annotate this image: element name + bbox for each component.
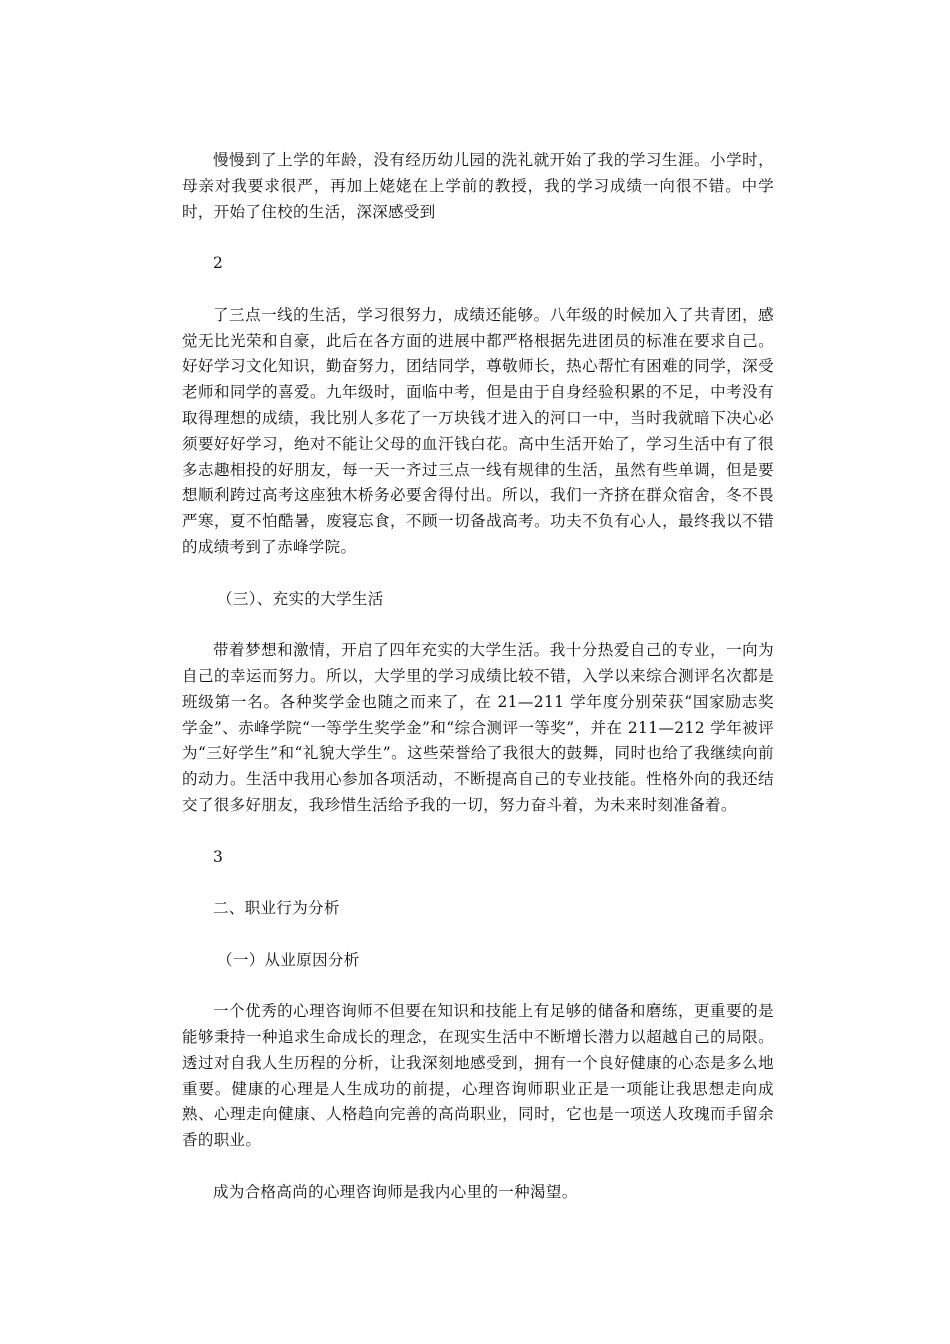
paragraph-career-reason: 一个优秀的心理咨询师不但要在知识和技能上有足够的储备和磨练，更重要的是能够秉持一种追求生命成长的理念，在现实生活中不断增长潜力以超越自己的局限。透过对自我人生历程的分析，让我深刻地感受到，拥有一个良好健康的心态是多么地重要。健康的心理是人生成功的前提，心理咨询师职业正是一项能让我思想走向成熟、心理走向健康、人格趋向完善的高尚职业，同时，它也是一项送人玫瑰而手留余香的职业。: [182, 1002, 774, 1150]
document-body: [182, 148, 774, 1231]
section-subheading: （一）从业原因分析: [217, 950, 360, 969]
paragraph-aspiration: 成为合格高尚的心理咨询师是我内心里的一种渴望。: [213, 1182, 578, 1201]
page-number: 2: [213, 254, 224, 273]
section-heading: 二、职业行为分析: [213, 899, 340, 918]
paragraph-university-life: 带着梦想和激情，开启了四年充实的大学生活。我十分热爱自己的专业，一向为自己的幸运而努力。所以，大学里的学习成绩比较不错，入学以来综合测评名次都是班级第一名。各种奖学金也随之而来了，在 21—211 学年度分别荣获“国家励志奖学金”、赤峰学院“一等学生奖学金”和“综合测评一等奖”，并在 211—212 学年被评为“三好学生”和“礼貌大学生”。这些荣誉给了我很大的鼓舞，同时也给了我继续向前的动力。生活中我用心参加各项活动，不断提高自己的专业技能。性格外向的我还结交了很多好朋友，我珍惜生活给予我的一切，努力奋斗着，为未来时刻准备着。: [182, 641, 774, 814]
page-number: 3: [213, 847, 224, 866]
section-subheading: （三）、充实的大学生活: [217, 589, 384, 608]
paragraph-middle-high-school: 了三点一线的生活，学习很努力，成绩还能够。八年级的时候加入了共青团，感觉无比光荣和自豪，此后在各方面的进展中都严格根据先进团员的标准在要求自己。好好学习文化知识，勤奋努力，团结同学，尊敬师长，热心帮忙有困难的同学，深受老师和同学的喜爱。九年级时，面临中考，但是由于自身经验积累的不足，中考没有取得理想的成绩，我比别人多花了一万块钱才进入的河口一中，当时我就暗下决心必须要好好学习，绝对不能让父母的血汗钱白花。高中生活开始了，学习生活中有了很多志趣相投的好朋友，每一天一齐过三点一线有规律的生活，虽然有些单调，但是要想顺利跨过高考这座独木桥务必要舍得付出。所以，我们一齐挤在群众宿舍，冬不畏严寒，夏不怕酷暑，废寝忘食，不顾一切备战高考。功夫不负有心人，最终我以不错的成绩考到了赤峰学院。: [182, 305, 774, 556]
paragraph-early-education: 慢慢到了上学的年龄，没有经历幼儿园的洗礼就开始了我的学习生涯。小学时，母亲对我要求很严，再加上姥姥在上学前的教授，我的学习成绩一向很不错。中学时，开始了住校的生活，深深感受到: [182, 151, 774, 221]
